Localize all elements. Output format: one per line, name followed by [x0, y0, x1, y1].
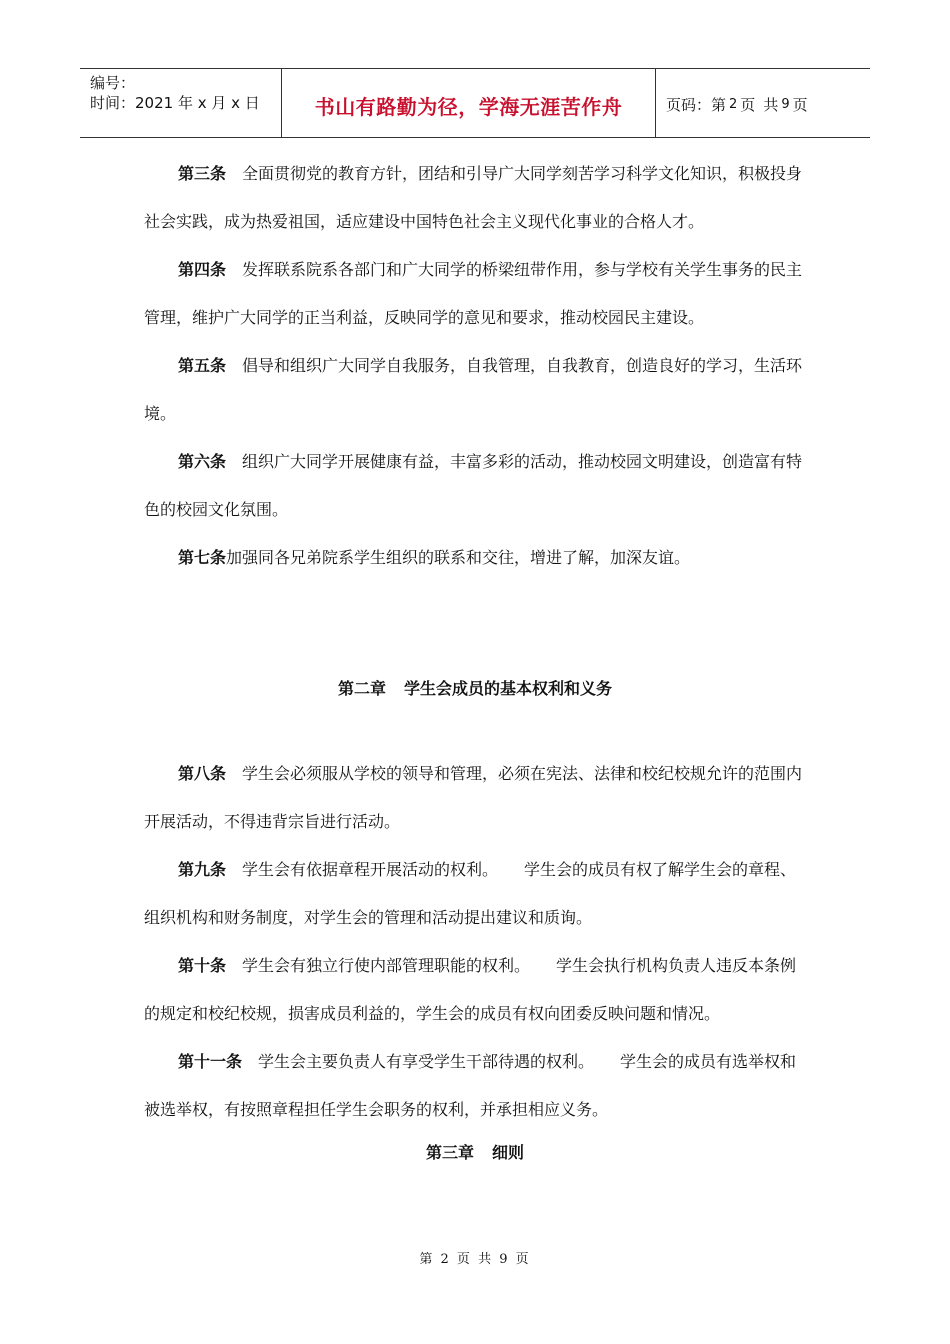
chapter-3-title: 细则	[492, 1143, 525, 1162]
footer-prefix: 第	[419, 1252, 435, 1267]
article-6-text: 组织广大同学开展健康有益，丰富多彩的活动，推动校园文明建设，创造富有特色的校园文化氛围。	[144, 452, 803, 519]
footer-page-current: 2	[440, 1252, 451, 1267]
article-11-number: 第十一条	[178, 1052, 243, 1071]
header-page-suffix: 页	[792, 95, 808, 114]
article-3-text: 全面贯彻党的教育方针，团结和引导广大同学刻苦学习科学文化知识，积极投身社会实践，成为热爱祖国，适应建设中国特色社会主义现代化事业的合格人才。	[144, 164, 803, 231]
article-11-text-2: 学生会的成员有选举权和被选举权，有按照章程担任学生会职务的权利，并承担相应义务。	[144, 1052, 797, 1119]
article-5	[144, 342, 812, 438]
chapter-2-heading	[0, 676, 950, 699]
header-page-indicator	[656, 69, 870, 137]
article-9	[144, 846, 812, 942]
header-page-current: 2	[729, 96, 738, 112]
article-8-text: 学生会必须服从学校的领导和管理，必须在宪法、法律和校纪校规允许的范围内开展活动，不得违背宗旨进行活动。	[144, 764, 803, 831]
article-4-text: 发挥联系院系各部门和广大同学的桥梁纽带作用，参与学校有关学生事务的民主管理，维护广大同学的正当利益，反映同学的意见和要求，推动校园民主建设。	[144, 260, 803, 327]
document-date-label: 时间：2021 年 x 月 x 日	[90, 94, 260, 112]
article-3	[144, 150, 812, 246]
header-page-total: 9	[781, 96, 790, 112]
article-11	[144, 1038, 812, 1134]
article-8	[144, 750, 812, 846]
document-number-label: 编号：	[90, 74, 136, 92]
chapter-3-heading	[0, 1140, 950, 1163]
page-header	[80, 68, 870, 138]
article-10	[144, 942, 812, 1038]
footer-suffix: 页	[515, 1252, 531, 1267]
article-7-text: 加强同各兄弟院系学生组织的联系和交往，增进了解，加深友谊。	[226, 548, 691, 567]
chapter-3-number: 第三章	[425, 1143, 474, 1162]
article-6	[144, 438, 812, 534]
article-4-number: 第四条	[178, 260, 227, 279]
footer-page-total: 9	[499, 1252, 510, 1267]
article-9-text-2: 学生会的成员有权了解学生会的章程、组织机构和财务制度，对学生会的管理和活动提出建议和质询。	[144, 860, 797, 927]
article-3-number: 第三条	[178, 164, 227, 183]
header-motto-cell	[282, 69, 656, 137]
chapter-1-articles	[144, 150, 812, 582]
header-meta	[80, 69, 282, 137]
header-page-mid: 页	[740, 95, 756, 114]
header-page-prefix: 页码：第	[666, 95, 727, 114]
article-10-text: 学生会有独立行使内部管理职能的权利。	[242, 956, 531, 975]
page-footer	[0, 1248, 950, 1267]
article-11-text: 学生会主要负责人有享受学生干部待遇的权利。	[258, 1052, 595, 1071]
chapter-2-title: 学生会成员的基本权利和义务	[404, 679, 613, 698]
header-page-total-prefix: 共	[763, 95, 779, 114]
header-motto: 书山有路勤为径，学海无涯苦作舟	[314, 94, 623, 119]
article-7	[144, 534, 812, 582]
footer-total-prefix: 共	[478, 1252, 494, 1267]
article-7-number: 第七条	[178, 548, 227, 567]
footer-mid: 页	[456, 1252, 472, 1267]
article-4	[144, 246, 812, 342]
article-5-number: 第五条	[178, 356, 227, 375]
chapter-2-articles	[144, 750, 812, 1134]
article-9-text: 学生会有依据章程开展活动的权利。	[242, 860, 499, 879]
article-8-number: 第八条	[178, 764, 227, 783]
article-5-text: 倡导和组织广大同学自我服务，自我管理，自我教育，创造良好的学习，生活环境。	[144, 356, 803, 423]
article-10-text-2: 学生会执行机构负责人违反本条例的规定和校纪校规，损害成员利益的，学生会的成员有权向团委反映问题和情况。	[144, 956, 797, 1023]
article-9-number: 第九条	[178, 860, 227, 879]
article-6-number: 第六条	[178, 452, 227, 471]
chapter-2-number: 第二章	[337, 679, 386, 698]
article-10-number: 第十条	[178, 956, 227, 975]
